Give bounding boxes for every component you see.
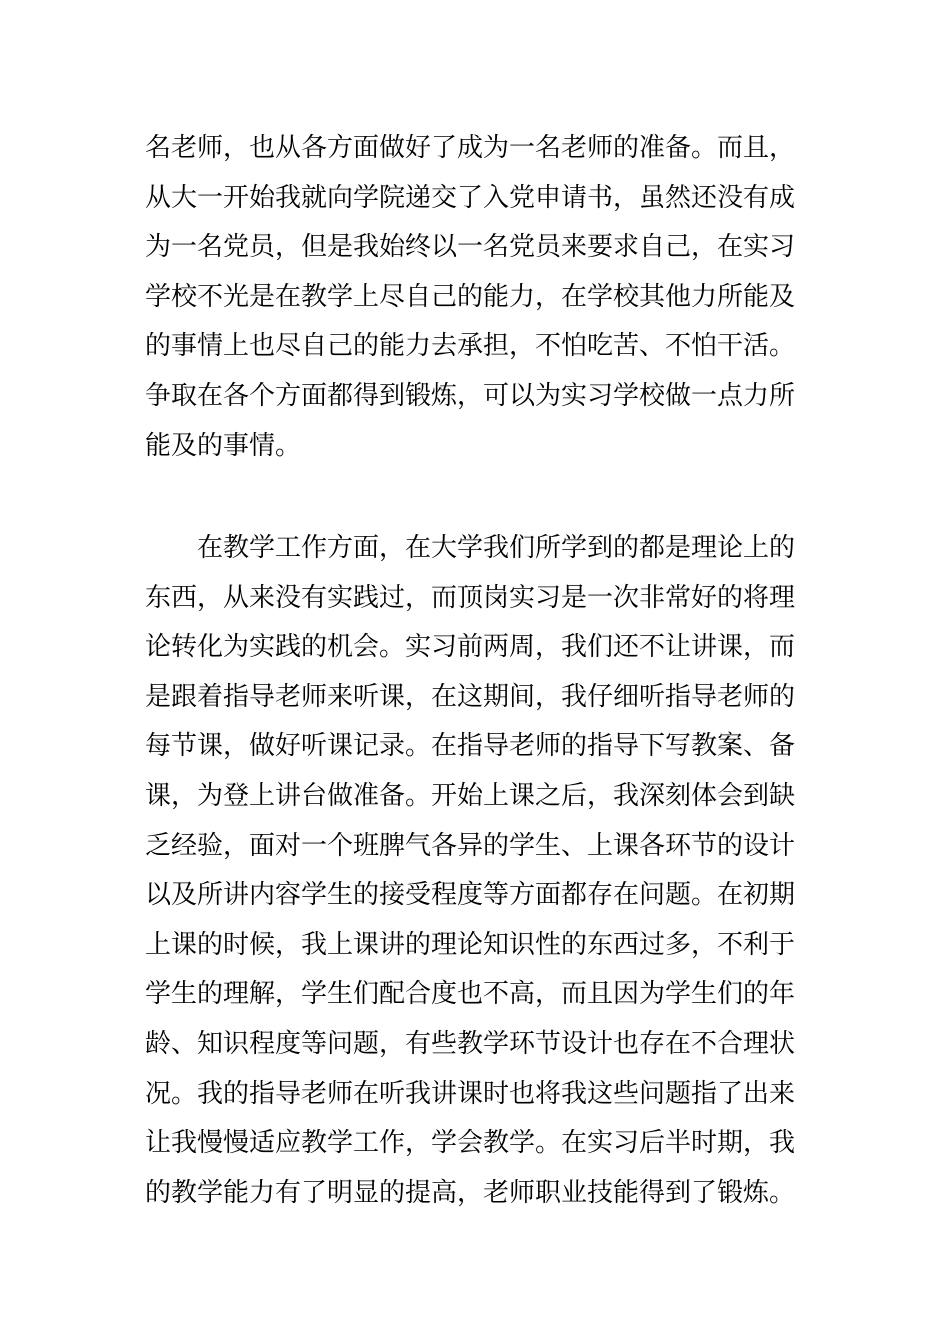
text-line: 名老师，也从各方面做好了成为一名老师的准备。而且， [145, 133, 796, 163]
text-line: 能及的事情。 [145, 430, 302, 461]
paragraph-2 [145, 524, 815, 1268]
text-line [145, 1218, 815, 1268]
text-line: 东西，从来没有实践过，而顶岗实习是一次非常好的将理 [145, 582, 796, 613]
text-line: 是跟着指导老师来听课，在这期间，我仔细听指导老师的 [145, 681, 796, 712]
text-line: 在教学工作方面，在大学我们所学到的都是理论上的 [145, 533, 796, 563]
text-line: 每节课，做好听课记录。在指导老师的指导下写教案、备 [145, 731, 796, 762]
text-line: 况。我的指导老师在听我讲课时也将我这些问题指了出来 [145, 1078, 796, 1109]
paragraph-1 [145, 124, 815, 471]
text-line: 为一名党员，但是我始终以一名党员来要求自己，在实习 [145, 232, 796, 263]
text-line: 争取在各个方面都得到锻炼，可以为实习学校做一点力所 [145, 380, 796, 411]
text-line: 学生的理解，学生们配合度也不高，而且因为学生们的年 [145, 979, 796, 1010]
text-line: 的教学能力有了明显的提高，老师职业技能得到了锻炼。 [145, 1177, 796, 1208]
text-line: 课，为登上讲台做准备。开始上课之后，我深刻体会到缺 [145, 780, 796, 811]
text-line: 龄、知识程度等问题，有些教学环节设计也存在不合理状 [145, 1028, 796, 1059]
text-line: 乏经验，面对一个班脾气各异的学生、上课各环节的设计 [145, 830, 796, 861]
text-line: 的事情上也尽自己的能力去承担，不怕吃苦、不怕干活。 [145, 331, 796, 362]
text-line: 让我慢慢适应教学工作，学会教学。在实习后半时期，我 [145, 1128, 796, 1159]
text-line: 学校不光是在教学上尽自己的能力，在学校其他力所能及 [145, 281, 796, 312]
text-line: 以及所讲内容学生的接受程度等方面都存在问题。在初期 [145, 880, 796, 911]
text-line: 从大一开始我就向学院递交了入党申请书，虽然还没有成 [145, 182, 796, 213]
text-line: 上课的时候，我上课讲的理论知识性的东西过多，不利于 [145, 929, 796, 960]
text-line: 论转化为实践的机会。实习前两周，我们还不让讲课，而 [145, 632, 796, 663]
